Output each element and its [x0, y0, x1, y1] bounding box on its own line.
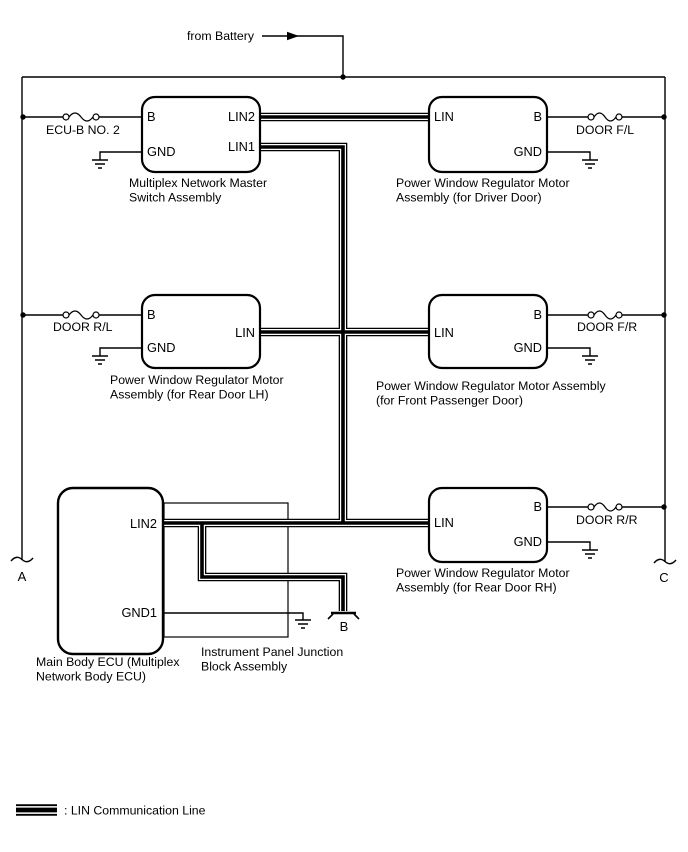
fuse-door-fr-label: DOOR F/R [577, 320, 638, 334]
wire-frontpass-gnd [547, 348, 590, 356]
rear-rh-pin-gnd: GND [513, 534, 542, 549]
fuse-door-rl-label: DOOR R/L [53, 320, 113, 334]
driver-door-caption-line1: Power Window Regulator Motor [396, 176, 570, 190]
rear-lh-caption-line1: Power Window Regulator Motor [110, 373, 284, 387]
fuse-door-fl-icon [588, 113, 622, 121]
rear-lh-caption-line2: Assembly (for Rear Door LH) [110, 387, 269, 402]
fuse-wavy [594, 503, 616, 511]
ground-icon [582, 356, 598, 364]
rear-rh-pin-b: B [533, 499, 542, 514]
lin-bus-branch-gap [202, 523, 343, 611]
wire-rearrh-gnd [547, 542, 590, 550]
front-pass-caption-line1: Power Window Regulator Motor Assembly [376, 379, 606, 393]
fuse-terminal [588, 114, 594, 120]
ecu-caption-line2: Network Body ECU) [36, 669, 147, 684]
fuse-wavy [69, 113, 93, 121]
fuse-terminal [63, 114, 69, 120]
fuse-door-rr-icon [588, 503, 622, 511]
battery-feed-wire [262, 36, 343, 77]
from-battery-label: from Battery [187, 29, 254, 43]
rear-lh-pin-lin: LIN [235, 325, 255, 340]
fuse-door-rr-label: DOOR R/R [576, 513, 638, 527]
fuse-wavy [594, 311, 616, 319]
driver-door-pin-lin: LIN [434, 109, 454, 124]
wire-master-gnd [100, 152, 142, 160]
ground-icon [582, 550, 598, 558]
arrow-right-icon [287, 32, 299, 40]
lin-bus-branch-outer [202, 523, 343, 611]
fuse-terminal [93, 312, 99, 318]
ground-icon [92, 356, 108, 364]
front-pass-caption-line2: (for Front Passenger Door) [376, 393, 523, 408]
fuse-ecu-b-no2-icon [63, 113, 99, 121]
fuse-terminal [616, 114, 622, 120]
master-switch-pin-lin2: LIN2 [227, 109, 255, 124]
master-switch-pin-gnd: GND [147, 144, 176, 159]
rear-lh-pin-b: B [147, 307, 156, 322]
connector-c-label: C [659, 570, 669, 585]
wire-rearlh-gnd [100, 348, 142, 356]
junction-dot [20, 114, 25, 119]
fuse-door-fr-icon [588, 311, 622, 319]
rear-rh-caption-line1: Power Window Regulator Motor [396, 566, 570, 580]
driver-door-pin-b: B [533, 109, 542, 124]
front-pass-pin-gnd: GND [513, 340, 542, 355]
fuse-terminal [616, 504, 622, 510]
junction-block-caption-line2: Block Assembly [201, 659, 288, 674]
ground-icon [92, 160, 108, 168]
fuse-wavy [69, 311, 93, 319]
connector-a-label: A [17, 569, 27, 584]
fuse-door-fl-label: DOOR F/L [576, 123, 635, 137]
fuse-terminal [616, 312, 622, 318]
rear-rh-pin-lin: LIN [434, 515, 454, 530]
fuse-terminal [63, 312, 69, 318]
master-switch-pin-b: B [147, 109, 156, 124]
junction-dot [661, 504, 666, 509]
rear-rh-caption-line2: Assembly (for Rear Door RH) [396, 580, 557, 595]
fuse-terminal [588, 504, 594, 510]
junction-dot [340, 74, 345, 79]
ecu-caption-line1: Main Body ECU (Multiplex [36, 655, 180, 669]
legend-lin-label: : LIN Communication Line [64, 803, 206, 818]
driver-door-pin-gnd: GND [513, 144, 542, 159]
ground-icon [295, 620, 311, 628]
junction-dot [20, 312, 25, 317]
master-switch-pin-lin1: LIN1 [227, 139, 255, 154]
rear-lh-pin-gnd: GND [147, 340, 176, 355]
front-pass-pin-lin: LIN [434, 325, 454, 340]
junction-dot [661, 114, 666, 119]
master-switch-caption-line2: Switch Assembly [129, 190, 222, 205]
fuse-terminal [588, 312, 594, 318]
wire-driver-gnd [547, 152, 590, 160]
junction-dot [661, 312, 666, 317]
junction-block-caption-line1: Instrument Panel Junction [201, 645, 344, 659]
front-pass-pin-b: B [533, 307, 542, 322]
ecu-pin-gnd1: GND1 [121, 605, 157, 620]
fuse-terminal [93, 114, 99, 120]
fuse-wavy [594, 113, 616, 121]
main-body-ecu-box [58, 488, 163, 654]
connector-b-label: B [339, 619, 349, 634]
wire-ecu-gnd1 [163, 613, 303, 620]
driver-door-caption-line2: Assembly (for Driver Door) [396, 190, 542, 205]
ground-icon [582, 160, 598, 168]
fuse-ecu-b-no2-label: ECU-B NO. 2 [46, 123, 120, 137]
lin-bus-branch-core [202, 523, 343, 611]
ecu-pin-lin2: LIN2 [129, 516, 157, 531]
fuse-door-rl-icon [63, 311, 99, 319]
master-switch-caption-line1: Multiplex Network Master [129, 176, 268, 190]
